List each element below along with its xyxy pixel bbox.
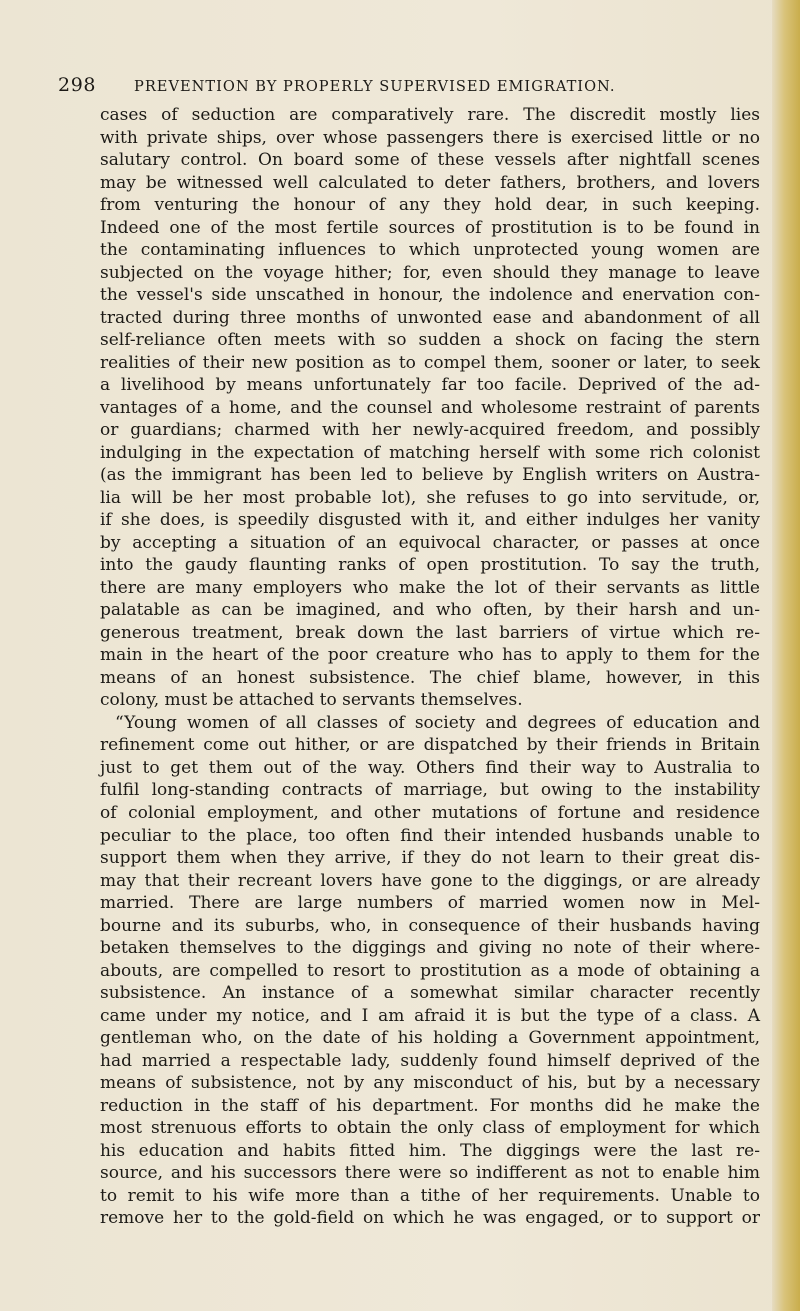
running-head <box>58 74 758 98</box>
text-line: support them when they arrive, if they do not learn to their great dis- <box>100 848 760 869</box>
body-text <box>100 104 760 1230</box>
text-line: reduction in the staff of his department. For months did he make the <box>100 1095 760 1116</box>
text-line: married. There are large numbers of married women now in Mel- <box>100 893 760 914</box>
text-line: means of an honest subsistence. The chief blame, however, in this <box>100 667 760 688</box>
text-line: subjected on the voyage hither; for, even should they manage to leave <box>100 262 760 283</box>
text-line: his education and habits fitted him. The diggings were the last re- <box>100 1140 760 1161</box>
text-line: main in the heart of the poor creature who has to apply to them for the <box>100 645 760 666</box>
text-line: (as the immigrant has been led to believe by English writers on Austra- <box>100 465 760 486</box>
text-line: there are many employers who make the lot of their servants as little <box>100 577 760 598</box>
text-line: “Young women of all classes of society and degrees of education and <box>115 712 760 733</box>
text-line: vantages of a home, and the counsel and wholesome restraint of parents <box>100 397 760 418</box>
text-line: source, and his successors there were so indifferent as not to enable him <box>100 1163 760 1184</box>
text-line: gentleman who, on the date of his holding a Government appointment, <box>100 1028 760 1049</box>
text-line: refinement come out hither, or are dispatched by their friends in Britain <box>100 735 760 756</box>
text-line: to remit to his wife more than a tithe of her requirements. Unable to <box>100 1185 760 1206</box>
running-title: PREVENTION BY PROPERLY SUPERVISED EMIGRATION. <box>134 78 616 95</box>
page-number: 298 <box>58 74 97 96</box>
text-line: into the gaudy flaunting ranks of open prostitution. To say the truth, <box>100 555 760 576</box>
text-line: palatable as can be imagined, and who often, by their harsh and un- <box>100 600 760 621</box>
text-line: remove her to the gold-field on which he was engaged, or to support or <box>100 1208 760 1229</box>
text-line: or guardians; charmed with her newly-acquired freedom, and possibly <box>100 420 760 441</box>
page-edge <box>772 0 800 1311</box>
text-line: indulging in the expectation of matching herself with some rich colonist <box>100 442 760 463</box>
text-line: tracted during three months of unwonted ease and abandonment of all <box>100 307 760 328</box>
text-line: bourne and its suburbs, who, in consequence of their husbands having <box>100 915 760 936</box>
text-line: subsistence. An instance of a somewhat similar character recently <box>100 983 760 1004</box>
text-line: Indeed one of the most fertile sources of prostitution is to be found in <box>100 217 760 238</box>
text-line: had married a respectable lady, suddenly found himself deprived of the <box>100 1050 760 1071</box>
text-line: may that their recreant lovers have gone to the diggings, or are already <box>100 870 760 891</box>
text-line: abouts, are compelled to resort to prostitution as a mode of obtaining a <box>100 960 760 981</box>
text-line: self-reliance often meets with so sudden a shock on facing the stern <box>100 330 760 351</box>
text-line: came under my notice, and I am afraid it is but the type of a class. A <box>100 1005 760 1026</box>
text-line: generous treatment, break down the last barriers of virtue which re- <box>100 622 760 643</box>
text-line: the vessel's side unscathed in honour, the indolence and enervation con- <box>100 285 760 306</box>
text-line: of colonial employment, and other mutations of fortune and residence <box>100 802 760 823</box>
text-line: the contaminating influences to which unprotected young women are <box>100 240 760 261</box>
text-line: a livelihood by means unfortunately far too facile. Deprived of the ad- <box>100 375 760 396</box>
text-line: by accepting a situation of an equivocal character, or passes at once <box>100 532 760 553</box>
text-line: from venturing the honour of any they hold dear, in such keeping. <box>100 195 760 216</box>
text-line: just to get them out of the way. Others find their way to Australia to <box>100 757 760 778</box>
text-line: lia will be her most probable lot), she refuses to go into servitude, or, <box>100 487 760 508</box>
text-line: most strenuous efforts to obtain the only class of employment for which <box>100 1118 760 1139</box>
text-line: salutary control. On board some of these vessels after nightfall scenes <box>100 150 760 171</box>
text-line: betaken themselves to the diggings and giving no note of their where- <box>100 938 760 959</box>
text-line: if she does, is speedily disgusted with it, and either indulges her vanity <box>100 510 760 531</box>
text-line: fulfil long-standing contracts of marriage, but owing to the instability <box>100 780 760 801</box>
text-line: may be witnessed well calculated to deter fathers, brothers, and lovers <box>100 172 760 193</box>
text-line: means of subsistence, not by any misconduct of his, but by a necessary <box>100 1073 760 1094</box>
text-line: cases of seduction are comparatively rare. The discredit mostly lies <box>100 105 760 125</box>
text-line: realities of their new position as to compel them, sooner or later, to seek <box>100 352 760 373</box>
text-line: peculiar to the place, too often find their intended husbands unable to <box>100 825 760 846</box>
text-line: colony, must be attached to servants themselves. <box>100 690 523 711</box>
text-line: with private ships, over whose passengers there is exercised little or no <box>100 127 760 148</box>
